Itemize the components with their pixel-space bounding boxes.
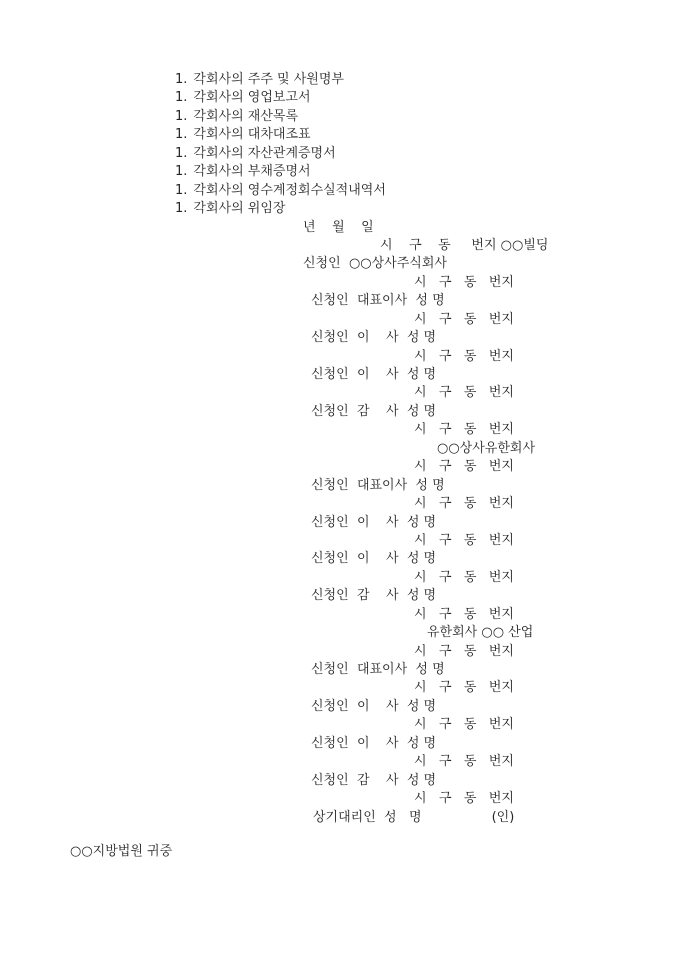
- list-marker: 1.: [175, 145, 188, 161]
- officer-address-line: 시 구 동 번지: [414, 459, 514, 475]
- date-line: 년 월 일: [303, 219, 374, 235]
- officer-address-line: 시 구 동 번지: [414, 532, 514, 548]
- attachment-item: [0, 182, 680, 200]
- document-body: [0, 71, 680, 861]
- officer-address-line: 시 구 동 번지: [414, 348, 514, 364]
- officer-address-line: 시 구 동 번지: [414, 274, 514, 290]
- list-marker: 1.: [175, 90, 188, 106]
- attachment-item: [0, 200, 680, 218]
- attachment-item: [0, 71, 680, 89]
- building-address-line: 시 구 동 번지 ○○빌딩: [380, 237, 549, 253]
- agent-address-line: 시 구 동 번지: [414, 791, 514, 807]
- attachment-text: 각회사의 주주 및 사원명부: [193, 72, 344, 87]
- officer-address-line: 시 구 동 번지: [414, 569, 514, 585]
- attachment-item: [0, 108, 680, 126]
- officer-line: 신청인 감 사 성 명: [311, 403, 437, 419]
- agent-line: [0, 809, 680, 827]
- attachment-text: 각회사의 위임장: [193, 201, 286, 217]
- company-address-line: 시 구 동 번지: [414, 422, 514, 438]
- officer-line: 신청인 대표이사 성 명: [311, 477, 445, 493]
- officer-address-line: 시 구 동 번지: [414, 496, 514, 512]
- attachments-list: [0, 71, 680, 219]
- attachment-text: 각회사의 자산관계증명서: [193, 145, 336, 161]
- applicants-section: [0, 237, 680, 809]
- officer-address-line: 시 구 동 번지: [414, 385, 514, 401]
- attachment-item: [0, 145, 680, 163]
- list-marker: 1.: [175, 201, 188, 217]
- agent-label: 상기대리인 성 명: [313, 809, 422, 825]
- officer-line: 신청인 이 사 성 명: [311, 551, 437, 567]
- officer-line: 신청인 대표이사 성 명: [311, 662, 445, 677]
- attachment-item: [0, 126, 680, 144]
- officer-address-line: 시 구 동 번지: [414, 754, 514, 770]
- list-marker: 1.: [175, 108, 188, 124]
- officer-address-line: 시 구 동 번지: [414, 717, 514, 733]
- applicant-company-line: ○○상사유한회사: [437, 440, 536, 456]
- officer-line: 신청인 이 사 성 명: [311, 367, 437, 382]
- seal-mark: (인): [491, 809, 515, 825]
- attachment-text: 각회사의 영수계정회수실적내역서: [193, 182, 386, 198]
- officer-line: 신청인 감 사 성 명: [311, 588, 437, 604]
- officer-line: 신청인 이 사 성 명: [311, 735, 437, 751]
- list-marker: 1.: [175, 164, 188, 180]
- officer-line: 신청인 이 사 성 명: [311, 698, 437, 714]
- officer-line: 신청인 대표이사 성 명: [311, 293, 445, 309]
- court-line: ○○지방법원 귀중: [70, 843, 173, 859]
- officer-address-line: 시 구 동 번지: [414, 643, 514, 659]
- list-marker: 1.: [175, 127, 188, 143]
- list-marker: 1.: [175, 72, 188, 87]
- attachment-text: 각회사의 재산목록: [193, 108, 299, 124]
- attachment-text: 각회사의 영업보고서: [193, 90, 311, 106]
- officer-address-line: 시 구 동 번지: [414, 311, 514, 327]
- officer-address-line: 시 구 동 번지: [414, 680, 514, 696]
- applicant-company-line: 유한회사 ○○ 산업: [427, 625, 534, 641]
- applicant-company-line: 신청인 ○○상사주식회사: [303, 256, 447, 272]
- attachment-item: [0, 163, 680, 181]
- company-address-line: 시 구 동 번지: [414, 606, 514, 622]
- officer-line: 신청인 감 사 성 명: [311, 772, 437, 788]
- officer-line: 신청인 이 사 성 명: [311, 330, 437, 346]
- attachment-item: [0, 89, 680, 107]
- officer-line: 신청인 이 사 성 명: [311, 514, 437, 530]
- attachment-text: 각회사의 대차대조표: [193, 127, 311, 143]
- attachment-text: 각회사의 부채증명서: [193, 164, 311, 180]
- list-marker: 1.: [175, 182, 188, 198]
